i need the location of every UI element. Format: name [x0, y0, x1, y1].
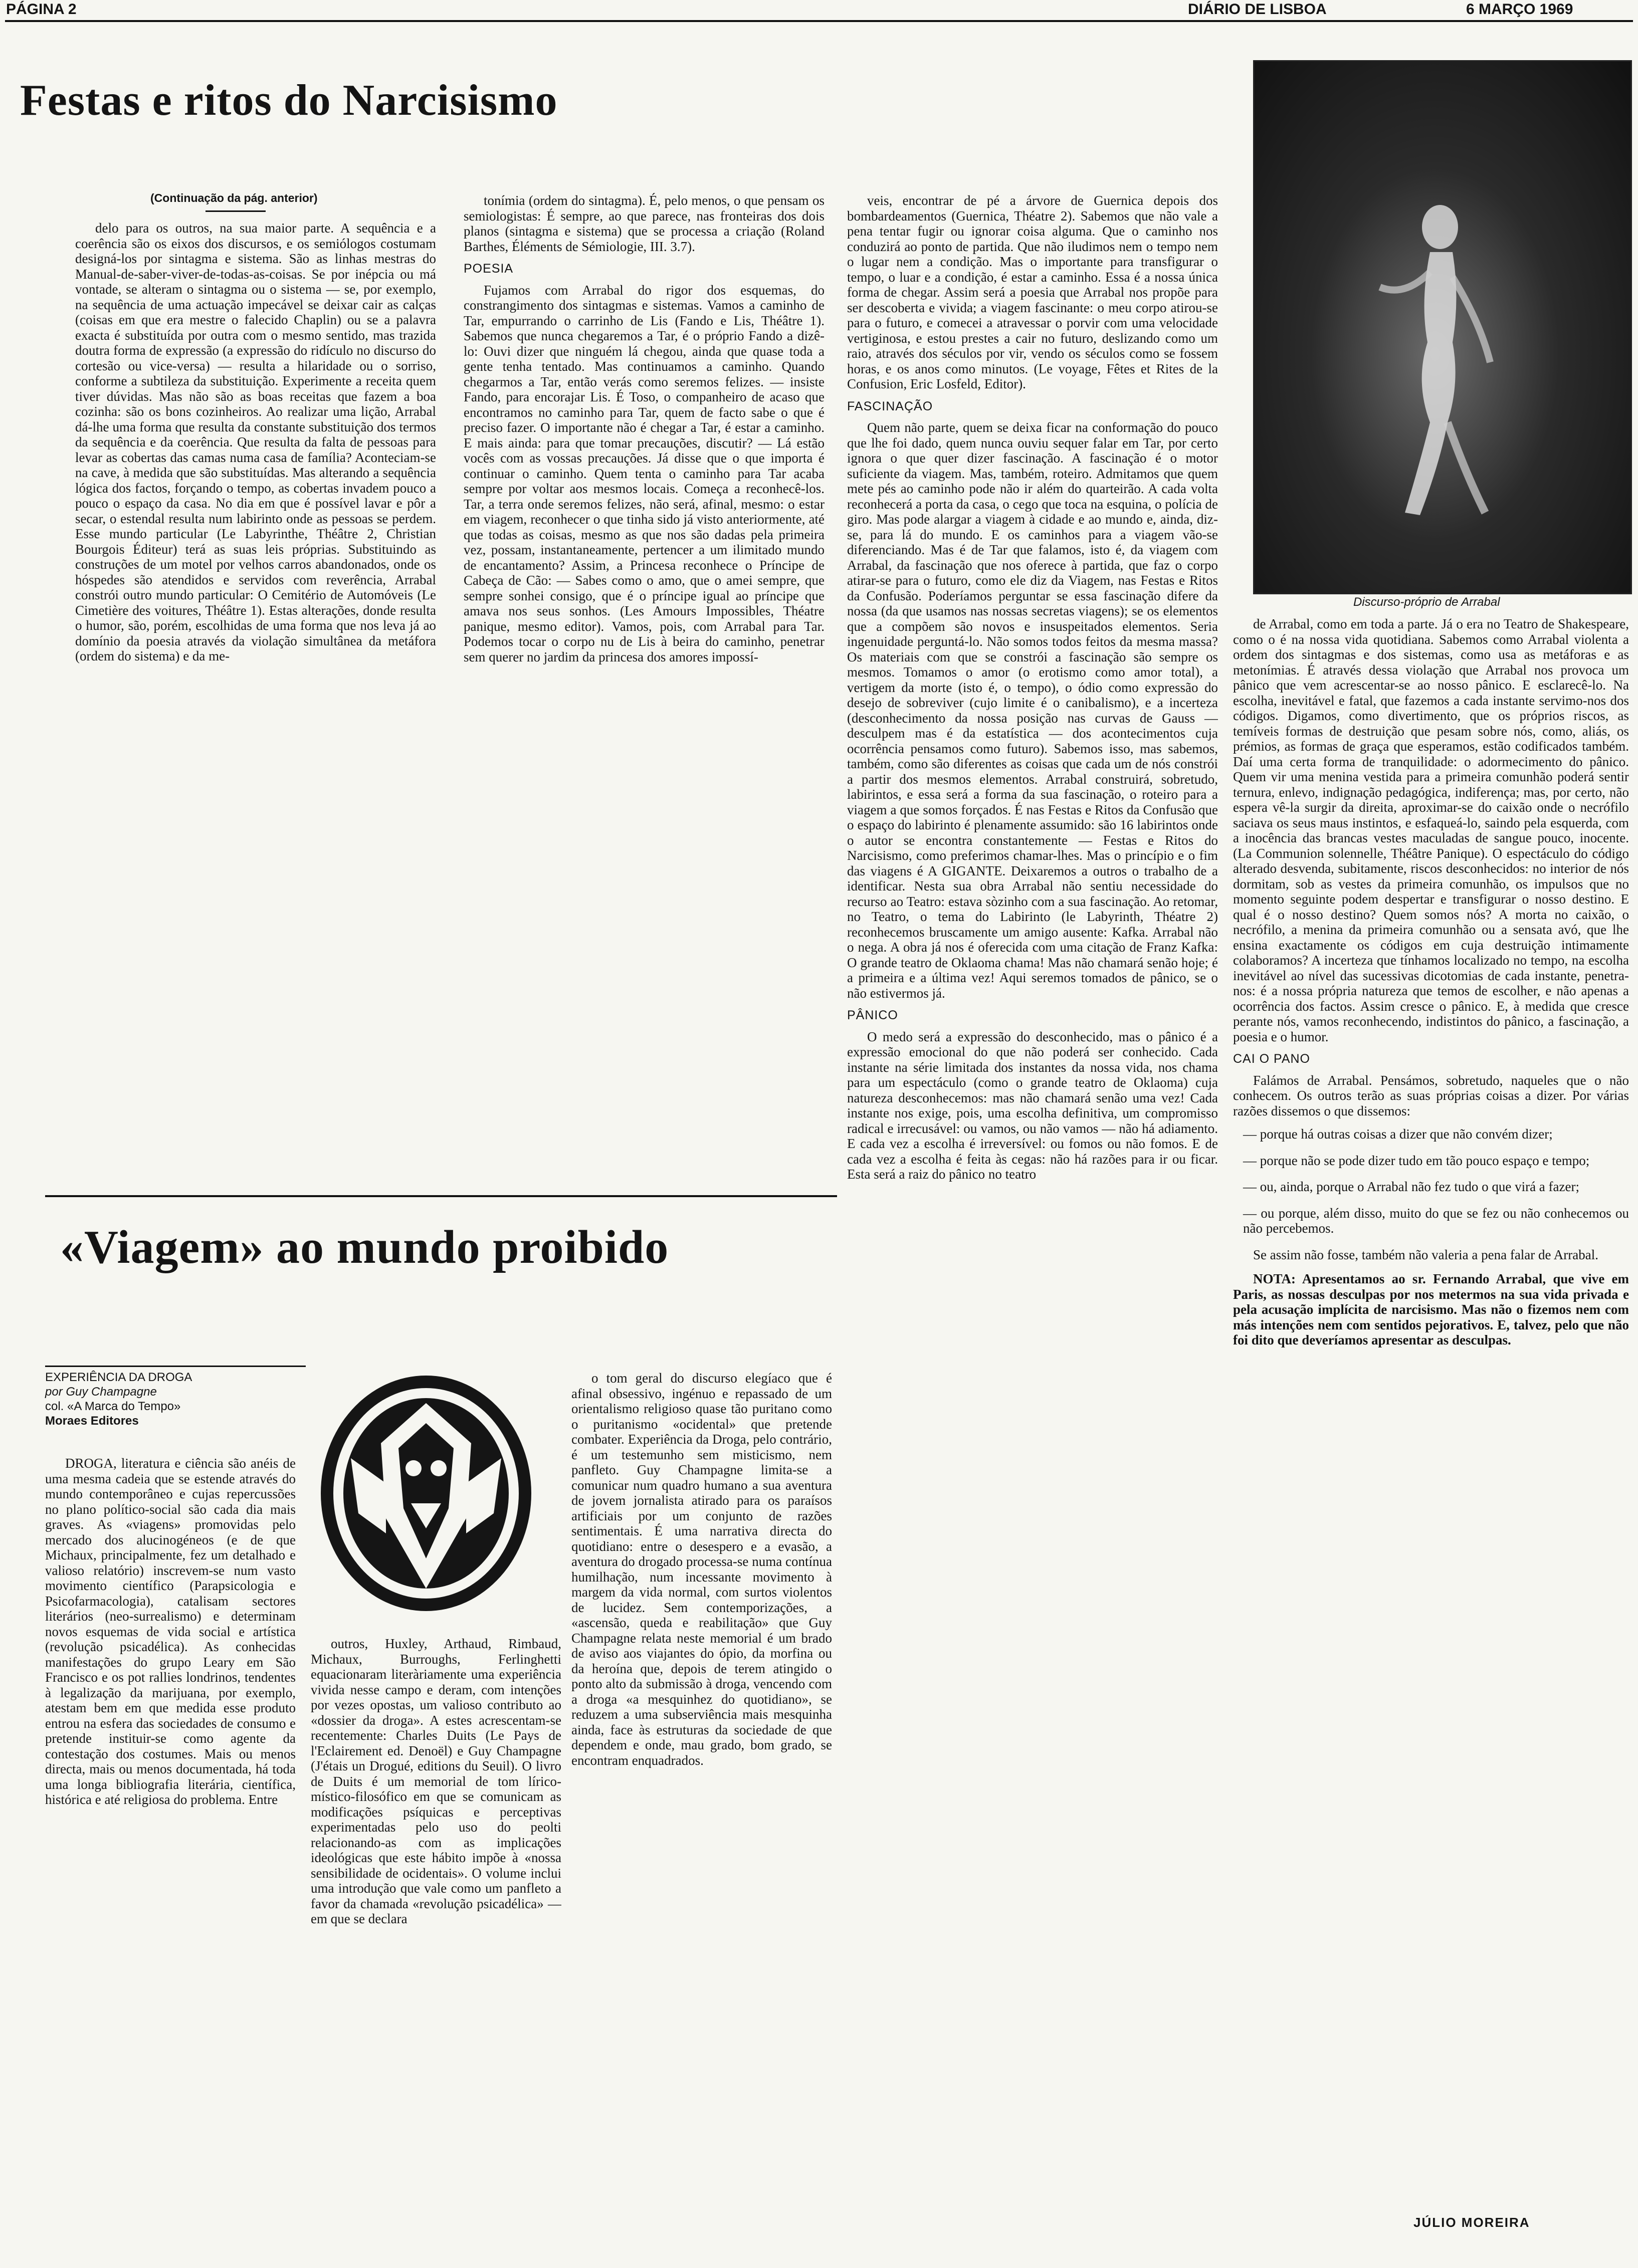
paragraph: delo para os outros, na sua maior parte. A sequência e a coerência são os eixos dos discursos, e os semiólogos costumam designá-los por sintagma e sistema. São as linhas mestras do Manual-de-saber-viver-de-todas-as-coisas. Se por inépcia ou má vontade, se alteram o sintagma ou o sistema — se, por exemplo, na sequência de uma actuação impecável se deixar cair as calças (coisas em que era mestre o falecido Chaplin) ou se a palavra exacta é substituída por outra com o mesmo sentido, mas trazida doutra forma de expressão (a expressão do ridículo no discurso do cortesão ou vice-versa) — resulta a hilaridade ou o sorriso, conforme a subtileza da substituição. Experimente a receita quem tiver dúvidas. Mas não são as boas receitas que fazem a boa cozinha: são os bons cozinheiros. Ao realizar uma lição, Arrabal dá-lhe uma forma que resulta da constante substituição dos termos da sequência e da coerência. Que resulta da falta de pessoas para levar as cobertas das camas numa casa de família? Aconteciam-se na cave, à medida que são substituídas. Mas alterando a sequência lógica dos factos, forçando o tempo, as cobertas invadem pouco a pouco o espaço da casa. No dia em que é possível lavar e pôr a secar, o estendal resulta num labirinto onde as pessoas se perdem. Esse mundo particular (Le Labyrinthe, Théâtre 2, Christian Bourgois Éditeur) terá as suas leis próprias. Substituindo as construções de um motel por velhos carros abandonados, onde os hóspedes são atendidos e servidos com reverência, Arrabal constrói outro mundo particular: O Cemitério de Automóveis (Le Cimetière des voitures, Théâtre 1). Estas alterações, donde resulta o humor, são, porém, escolhidas de uma forma que nos leva já ao domínio da poesia através da violação simultânea da metáfora (ordem do sistema) e da me- — [75, 220, 436, 663]
book-title: EXPERIÊNCIA DA DROGA — [45, 1371, 192, 1384]
paragraph: tonímia (ordem do sintagma). É, pelo menos, o que pensam os semiologistas: É sempre, ao que parece, nas fronteiras dos dois planos (sintagma e sistema) que se processa a criação (Roland Barthes, Éléments de Sémiologie, III. 3.7). — [464, 193, 825, 254]
article2-column-3 — [571, 1371, 832, 2262]
book-collection: col. «A Marca do Tempo» — [45, 1400, 181, 1413]
paragraph: DROGA, literatura e ciência são anéis de uma mesma cadeia que se estende através do mundo contemporâneo e cujas repercussões no plano político-social são cada dia mais graves. As «viagens» promovidas pelo mercado dos alucinogéneos (e de que Michaux, principalmente, fez um detalhado e valioso relatório) inscrevem-se num vasto movimento científico (Parapsicologia e Psicofarmacologia), catalisam sectores literários (neo-surrealismo) e determinam novos esquemas de vida social e artística (revolução psicadélica). As conhecidas manifestações do grupo Leary em São Francisco e os pot rallies londrinos, tendentes à legalização da marijuana, por exemplo, atestam bem em que medida esse produto entrou na esfera das sociedades de consumo e pretende instituir-se como agente da contestação dos costumes. Mais ou menos directa, mais ou menos documentada, há toda uma longa bibliografia literária, científica, histórica e até religiosa do problema. Entre — [45, 1456, 296, 1807]
paragraph: Falámos de Arrabal. Pensámos, sobretudo, naqueles que o não conhecem. Os outros terão as suas próprias coisas a dizer. Por várias razões dissemos o que dissemos: — [1233, 1072, 1629, 1118]
continuation-rule — [206, 210, 266, 212]
paragraph: Quem não parte, quem se deixa ficar na conformação do pouco que lhe foi dado, quem nunca ouviu sequer falar em Tar, por certo ignora o que quer dizer fascinação. A fascinação é o motor suficiente da viagem. Mas, também, roteiro. Admitamos que quem mete pés ao caminho pode não ir além do quarteirão. A cada volta reconhecerá a porta da casa, o cego que toca na esquina, o polícia de giro. Mas pode alargar a viagem à cidade e ao mundo e, ainda, diz-se, para lá do mundo. E os caminhos para a viagem vão-se diferenciando. Mas é de Tar que falamos, isto é, da viagem com Arrabal, da fascinação que nos oferece à partida, que faz o corpo atirar-se para o futuro, como ele diz da Viagem, nas Festas e Ritos da Confusão. Poderíamos perguntar se essa fascinação difere da nossa (da que usamos nas nossas secretas viagens); se os elementos que a compõem são novos e insuspeitados elementos. Seria ingenuidade perguntá-lo. Não somos todos feitos da mesma massa? Os materiais com que se constrói a fascinação são sempre os mesmos. Tomamos o amor (o erotismo como amor total), a vertigem da morte (isto é, o tempo), o ódio como expressão do desejo de sobreviver (cujo limite é o canibalismo), e a incerteza (desconhecimento da nossa posição nas curvas de Gauss — desculpem mas é da estatística — dos acontecimentos cuja ocorrência pensamos como futuro). Sabemos isso, mas sabemos, também, como são diferentes as coisas que cada um de nós constrói a partir dos mesmos elementos. Arrabal construirá, sobretudo, labirintos, e essa será a forma da sua fascinação, o roteiro para a viagem a que somos forçados. É nas Festas e Ritos da Confusão que o espaço do labirinto é plenamente assumido: são 16 labirintos onde o autor se encontra constantemente — Festas e Ritos do Narcisismo, como preferimos chamar-lhes. Mas o princípio e o fim das viagens é A GIGANTE. Deixaremos a outros o trabalho de a identificar. Nesta sua obra Arrabal não sentiu necessidade do recurso ao Teatro: estava sòzinho com a sua fascinação. Ao retomar, no Teatro, o tema do Labirinto (le Labyrinth, Théatre 2) reconhecemos bruscamente um amigo ausente: Kafka. Arrabal não o nega. A obra já nos é oferecida com uma citação de Franz Kafka: O grande teatro de Oklaoma chama! Mas não chamará senão hoje; é a primeira e a última vez! Aqui seremos tomados de pânico, se o não estivermos já. — [847, 420, 1218, 1001]
paragraph: O medo será a expressão do desconhecido, mas o pânico é a expressão emocional do que não poderá ser conhecido. Cada instante na série limitada dos instantes da nossa vida, nos chama para um espectáculo (como o grande teatro de Oklaoma) cuja natureza desconhecemos: mas não chamará senão uma vez! Cada instante nos exige, pois, uma escolha definitiva, um compromisso radical e irrecusável: ou vamos, ou não vamos — não há adiamento. E cada vez a escolha é irreversível: ou fomos ou não fomos. E de cada vez a escolha é feita às cegas: não há razões para ir ou ficar. Esta será a raiz do pânico no teatro — [847, 1029, 1218, 1182]
book-author: por Guy Champagne — [45, 1385, 157, 1399]
signature: JÚLIO MOREIRA — [1413, 2215, 1530, 2230]
page-label: PÁGINA 2 — [6, 1, 77, 18]
arrabal-photo — [1253, 60, 1632, 594]
article1-column-2 — [464, 193, 825, 1195]
section-heading-poesia: POESIA — [464, 262, 514, 276]
article1-title: Festas e ritos do Narcisismo — [20, 76, 558, 125]
emblem-icon — [311, 1368, 541, 1619]
author-note: NOTA: Apresentamos ao sr. Fernando Arrabal, que vive em Paris, as nossas desculpas por nos metermos na sua vida privada e pela acusação implícita de narcisismo. Mas não o fizemos nem com más intenções nem com sentidos pejorativos. E, talvez, pelo que não foi dito que deveríamos apresentar as desculpas. — [1233, 1271, 1629, 1347]
paragraph: outros, Huxley, Arthaud, Rimbaud, Michaux, Burroughs, Ferlinghetti equacionaram literàriamente uma experiência vivida nesse campo e deram, com intenções por vezes opostas, um valioso contributo ao «dossier da droga». A estes acrescentam-se recentemente: Charles Duits (Le Pays de l'Eclairement ed. Denoël) e Guy Champagne (J'étais un Drogué, editions du Seuil). O livro de Duits é um memorial de tom lírico-místico-filosófico em que se comunicam as modificações psíquicas e perceptivas experimentadas pelo uso do peolti relacionando-as com as implicações ideológicas que este hábito impõe à «nossa sensibilidade de ocidentais». O volume inclui uma introdução que vale como um panfleto a favor da chamada «revolução psicadélica» — em que se declara — [311, 1636, 561, 1926]
paragraph: veis, encontrar de pé a árvore de Guernica depois dos bombardeamentos (Guernica, Théatre 2). Sabemos que não vale a pena tentar fugir ou ignorar coisa alguma. Que o caminho nos conduzirá ao ponto de partida. Que não iludimos nem o tempo nem o lugar nem a condição. Mas o importante para transfigurar o tempo, o luar e a condição, é estar a caminho. Essa é a nossa única forma de chegar. Assim será a poesia que Arrabal nos propõe para ser descoberta e vivida; a viagem fascinante: o meu corpo atirou-se para o futuro, e comecei a atravessar o porvir com uma velocidade vertiginosa, e estou prestes a cair no futuro, deslizando como um raio, através dos séculos por vir, vendo os séculos como se fossem horas, e os anos como minutos. (Le voyage, Fêtes et Rites de la Confusion, Eric Losfeld, Editor). — [847, 193, 1218, 391]
reasons-list — [1243, 1126, 1629, 1236]
book-info-box — [45, 1366, 306, 1457]
photo-caption: Discurso-próprio de Arrabal — [1353, 595, 1500, 609]
article2-column-1 — [45, 1456, 296, 2262]
list-item: — ou, ainda, porque o Arrabal não fez tudo o que virá a fazer; — [1243, 1179, 1579, 1194]
book-publisher: Moraes Editores — [45, 1414, 139, 1428]
article1-column-4 — [1233, 616, 1629, 2250]
article2-column-2 — [311, 1636, 561, 2262]
section-heading-fascinacao: FASCINAÇÃO — [847, 399, 933, 413]
article1-column-1 — [75, 220, 436, 1148]
issue-date: 6 MARÇO 1969 — [1466, 1, 1573, 18]
section-heading-cai-o-pano: CAI O PANO — [1233, 1052, 1311, 1066]
header-rule — [5, 20, 1633, 22]
newspaper-name: DIÁRIO DE LISBOA — [1188, 1, 1327, 18]
paragraph: Se assim não fosse, também não valeria a pena falar de Arrabal. — [1253, 1247, 1598, 1262]
paragraph: Fujamos com Arrabal do rigor dos esquemas, do constrangimento dos sintagmas e sistemas. Vamos a caminho de Tar, empurrando o carrinho de Lis (Fando e Lis, Théâtre 1). Sabemos que nunca chegaremos a Tar, é o próprio Fando a dizê-lo: Ouvi dizer que ninguém lá chegou, ainda que quase toda a gente tenha tentado. Mas continuamos a caminho. Quando chegarmos a Tar, então verás como seremos felizes. — insiste Fando, para encorajar Lis. É Toso, o companheiro de acaso que encontramos no caminho para Tar, quem de facto sabe o que é preciso fazer. O importante não é chegar a Tar, é estar a caminho. E mais ainda: para que tomar precauções, discutir? — Lá estão vocês com as vossas precauções. Já disse que o que importa é continuar o caminho. Quem tenta o caminho para Tar acaba sempre por voltar aos mesmos locais. Começa a reconhecê-los. Tar, a terra onde seremos felizes, não será, afinal, mesmo: o estar em viagem, reconhecer o que tinha sido já visto anteriormente, até que todas as coisas, mesmo as que nos são dadas pela primeira vez, possam, instantaneamente, pertencer a um ilimitado mundo de encantamento? Assim, a Princesa reconhece o Príncipe de Cabeça de Cão: — Sabes como o amo, que o amei sempre, que sempre sonhei consigo, que é o príncipe igual ao príncipe que amava nos seus sonhos. (Les Amours Impossibles, Théatre panique, mesmo editor). Vamos, pois, com Arrabal para Tar. Podemos tocar o corpo nu de Lis à beira do caminho, penetrar sem querer no jardim da princesa dos amores impossí- — [464, 282, 825, 664]
article2-title: «Viagem» ao mundo proibido — [60, 1221, 669, 1273]
list-item: — porque há outras coisas a dizer que não convém dizer; — [1243, 1126, 1553, 1142]
figure-silhouette-icon — [1255, 62, 1630, 593]
article-divider — [45, 1195, 837, 1197]
drug-emblem — [311, 1368, 541, 1619]
paragraph: de Arrabal, como em toda a parte. Já o era no Teatro de Shakespeare, como o é na nossa vida quotidiana. Sabemos como Arrabal violenta a ordem dos sintagmas e dos sistemas, como usa as metáforas e as metonímias. É através dessa violação que Arrabal nos provoca um pânico que vem acrescentar-se ao nosso pânico. E esclarecê-lo. Na escolha, inevitável e fatal, que fazemos a cada instante servimo-nos dos códigos. Digamos, como divertimento, que os próprios riscos, as temíveis formas de destruição que pesam sobre nós, como, aliás, os prémios, as formas de graça que esperamos, estão codificados também. Daí uma certa forma de tranquilidade: o adormecimento do pânico. Quem vir uma menina vestida para a primeira comunhão poderá sentir ternura, enlevo, indignação pedagógica, indiferença; mas, por certo, não espera vê-la surgir da direita, aproximar-se do caixão onde o necrófilo saciava os seus maus instintos, e esfaqueá-lo, saindo pela esquerda, com a inocência das brancas vestes maculadas de sangue pouco, inocente. (La Communion solennelle, Théâtre Panique). O espectáculo do código alterado desvenda, subitamente, riscos desconhecidos: no interior de nós dormitam, sob as vestes da primeira comunhão, os impulsos que no momento seguinte podem despertar e transfigurar o nosso destino. E qual é o nosso destino? Quem somos nós? A morta no caixão, o necrófilo, a menina da primeira comunhão ou a sensata avó, que lhe ensina exactamente os códigos em cuja destruição intimamente colaboramos? A incerteza que tínhamos localizado no tempo, na escolha inevitável ao nível das sucessivas dicotomias de cada instante, penetra-nos: é a nossa própria natureza que temos de escolher, e não apenas a ocorrência dos factos. Assim cresce o pânico. E, à medida que cresce perante nós, vamos reconhecendo, indistintos do pânico, a fascinação, a poesia e o humor. — [1233, 616, 1629, 1044]
list-item: — ou porque, além disso, muito do que se fez ou não conhecemos ou não percebemos. — [1243, 1205, 1629, 1236]
article1-column-3 — [847, 193, 1218, 2262]
paragraph: o tom geral do discurso elegíaco que é afinal obsessivo, ingénuo e repassado de um orientalismo religioso quase tão puritano como o puritanismo «ocidental» que pretende combater. Experiência da Droga, pelo contrário, é um testemunho sem misticismo, nem panfleto. Guy Champagne limita-se a comunicar num quadro humano a sua aventura de jovem jornalista atirado para os paraísos artificiais por um conjunto de razões sentimentais. É uma narrativa directa do quotidiano: entre o desespero e a evasão, a aventura do drogado processa-se numa contínua humilhação, num incessante movimento à margem da vida normal, com surtos violentos de lucidez. Sem contemporizações, a «ascensão, queda e reabilitação» que Guy Champagne relata neste memorial é um brado de aviso aos viajantes do ópio, da morfina ou da heroína que, depois de terem atingido o ponto alto da submissão à droga, vencendo com a droga «a mesquinhez do quotidiano», se reduzem a uma subserviência mais mesquinha ainda, face às estruturas da sociedade de que dependem e onde, mau grado, bom grado, se encontram enquadrados. — [571, 1371, 832, 1768]
continuation-note: (Continuação da pág. anterior) — [150, 191, 318, 204]
list-item: — porque não se pode dizer tudo em tão pouco espaço e tempo; — [1243, 1153, 1590, 1168]
section-heading-panico: PÂNICO — [847, 1008, 898, 1022]
